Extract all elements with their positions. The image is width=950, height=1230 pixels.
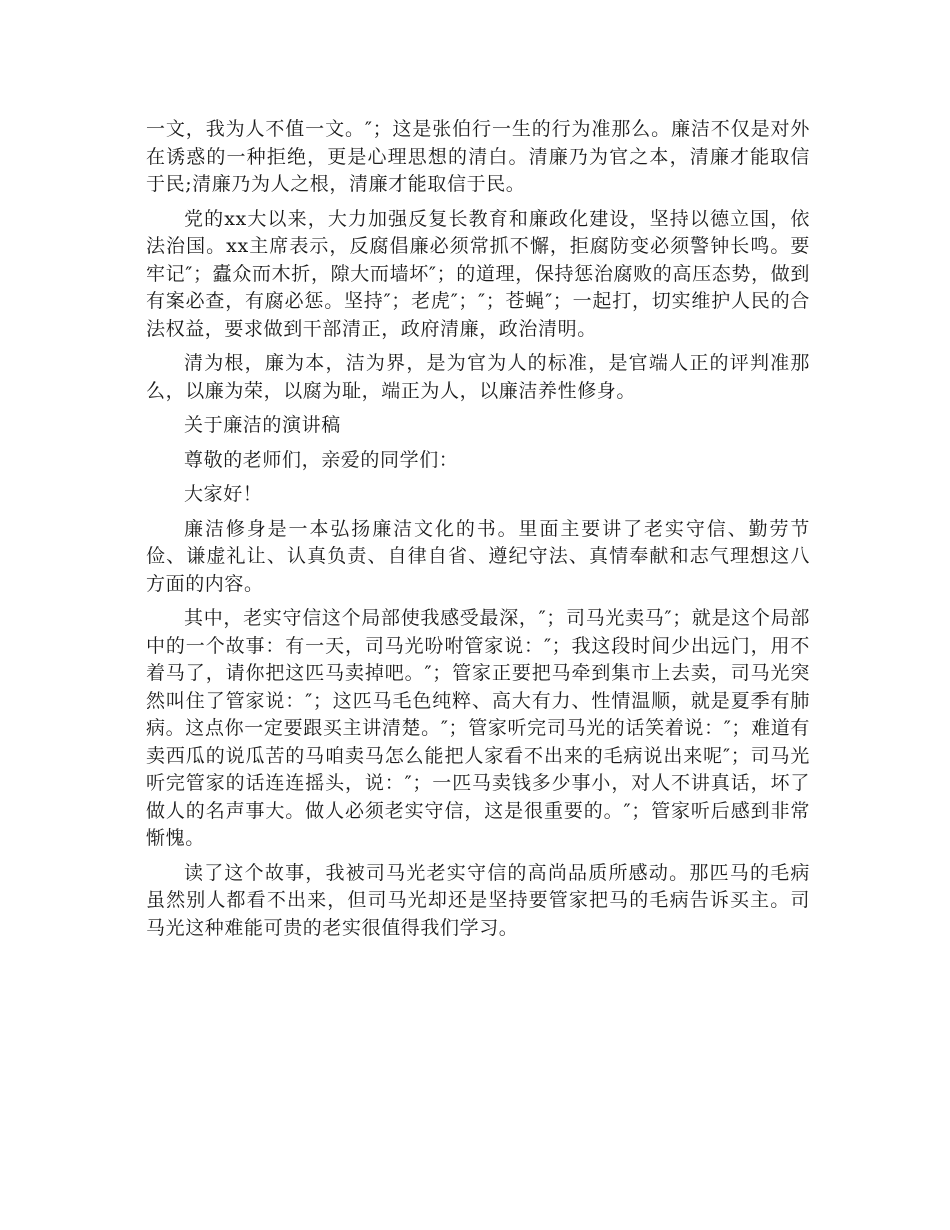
paragraph-reflection: 读了这个故事，我被司马光老实守信的高尚品质所感动。那匹马的毛病虽然别人都看不出来，但司马光却还是坚持要管家把马的毛病告诉买主。司马光这种难能可贵的老实很值得我们学习。 xyxy=(146,861,810,939)
paragraph-party-congress: 党的xx大以来，大力加强反复长教育和廉政化建设，坚持以德立国，依法治国。xx主席表示，反腐倡廉必须常抓不懈，拒腐防变必须警钟长鸣。要牢记″；蠹众而木折，隙大而墙坏″；的道理，保持惩治腐败的高压态势，做到有案必查，有腐必惩。坚持″；老虎″；″；苍蝇″；一起打，切实维护人民的合法权益，要求做到干部清正，政府清廉，政治清明。 xyxy=(146,207,810,340)
paragraph-sima-guang-story: 其中，老实守信这个局部使我感受最深，″；司马光卖马″；就是这个局部中的一个故事：有一天，司马光吩咐管家说：″；我这段时间少出远门，用不着马了，请你把这匹马卖掉吧。″；管家正要把马牵到集市上去卖，司马光突然叫住了管家说：″；这匹马毛色纯粹、高大有力、性情温顺，就是夏季有肺病。这点你一定要跟买主讲清楚。″；管家听完司马光的话笑着说：″；难道有卖西瓜的说瓜苦的马咱卖马怎么能把人家看不出来的毛病说出来呢″；司马光听完管家的话连连摇头，说：″；一匹马卖钱多少事小，对人不讲真话，坏了做人的名声事大。做人必须老实守信，这是很重要的。″；管家听后感到非常惭愧。 xyxy=(146,607,810,849)
paragraph-continuation: 一文，我为人不值一文。″；这是张伯行一生的行为准那么。廉洁不仅是对外在诱惑的一种拒绝，更是心理思想的清白。清廉乃为官之本，清廉才能取信于民;清廉乃为人之根，清廉才能取信于民。 xyxy=(146,118,810,195)
paragraph-standard: 清为根，廉为本，洁为界，是为官为人的标准，是官端人正的评判准那么，以廉为荣，以腐为耻，端正为人，以廉洁养性修身。 xyxy=(146,352,810,402)
speech-salutation: 尊敬的老师们，亲爱的同学们： xyxy=(184,448,459,471)
speech-title: 关于廉洁的演讲稿 xyxy=(184,414,341,436)
document-body xyxy=(146,116,810,942)
paragraph-book-intro: 廉洁修身是一本弘扬廉洁文化的书。里面主要讲了老实守信、勤劳节俭、谦虚礼让、认真负责、自律自省、遵纪守法、真情奉献和志气理想这八方面的内容。 xyxy=(146,517,810,595)
speech-greeting: 大家好！ xyxy=(184,483,263,505)
